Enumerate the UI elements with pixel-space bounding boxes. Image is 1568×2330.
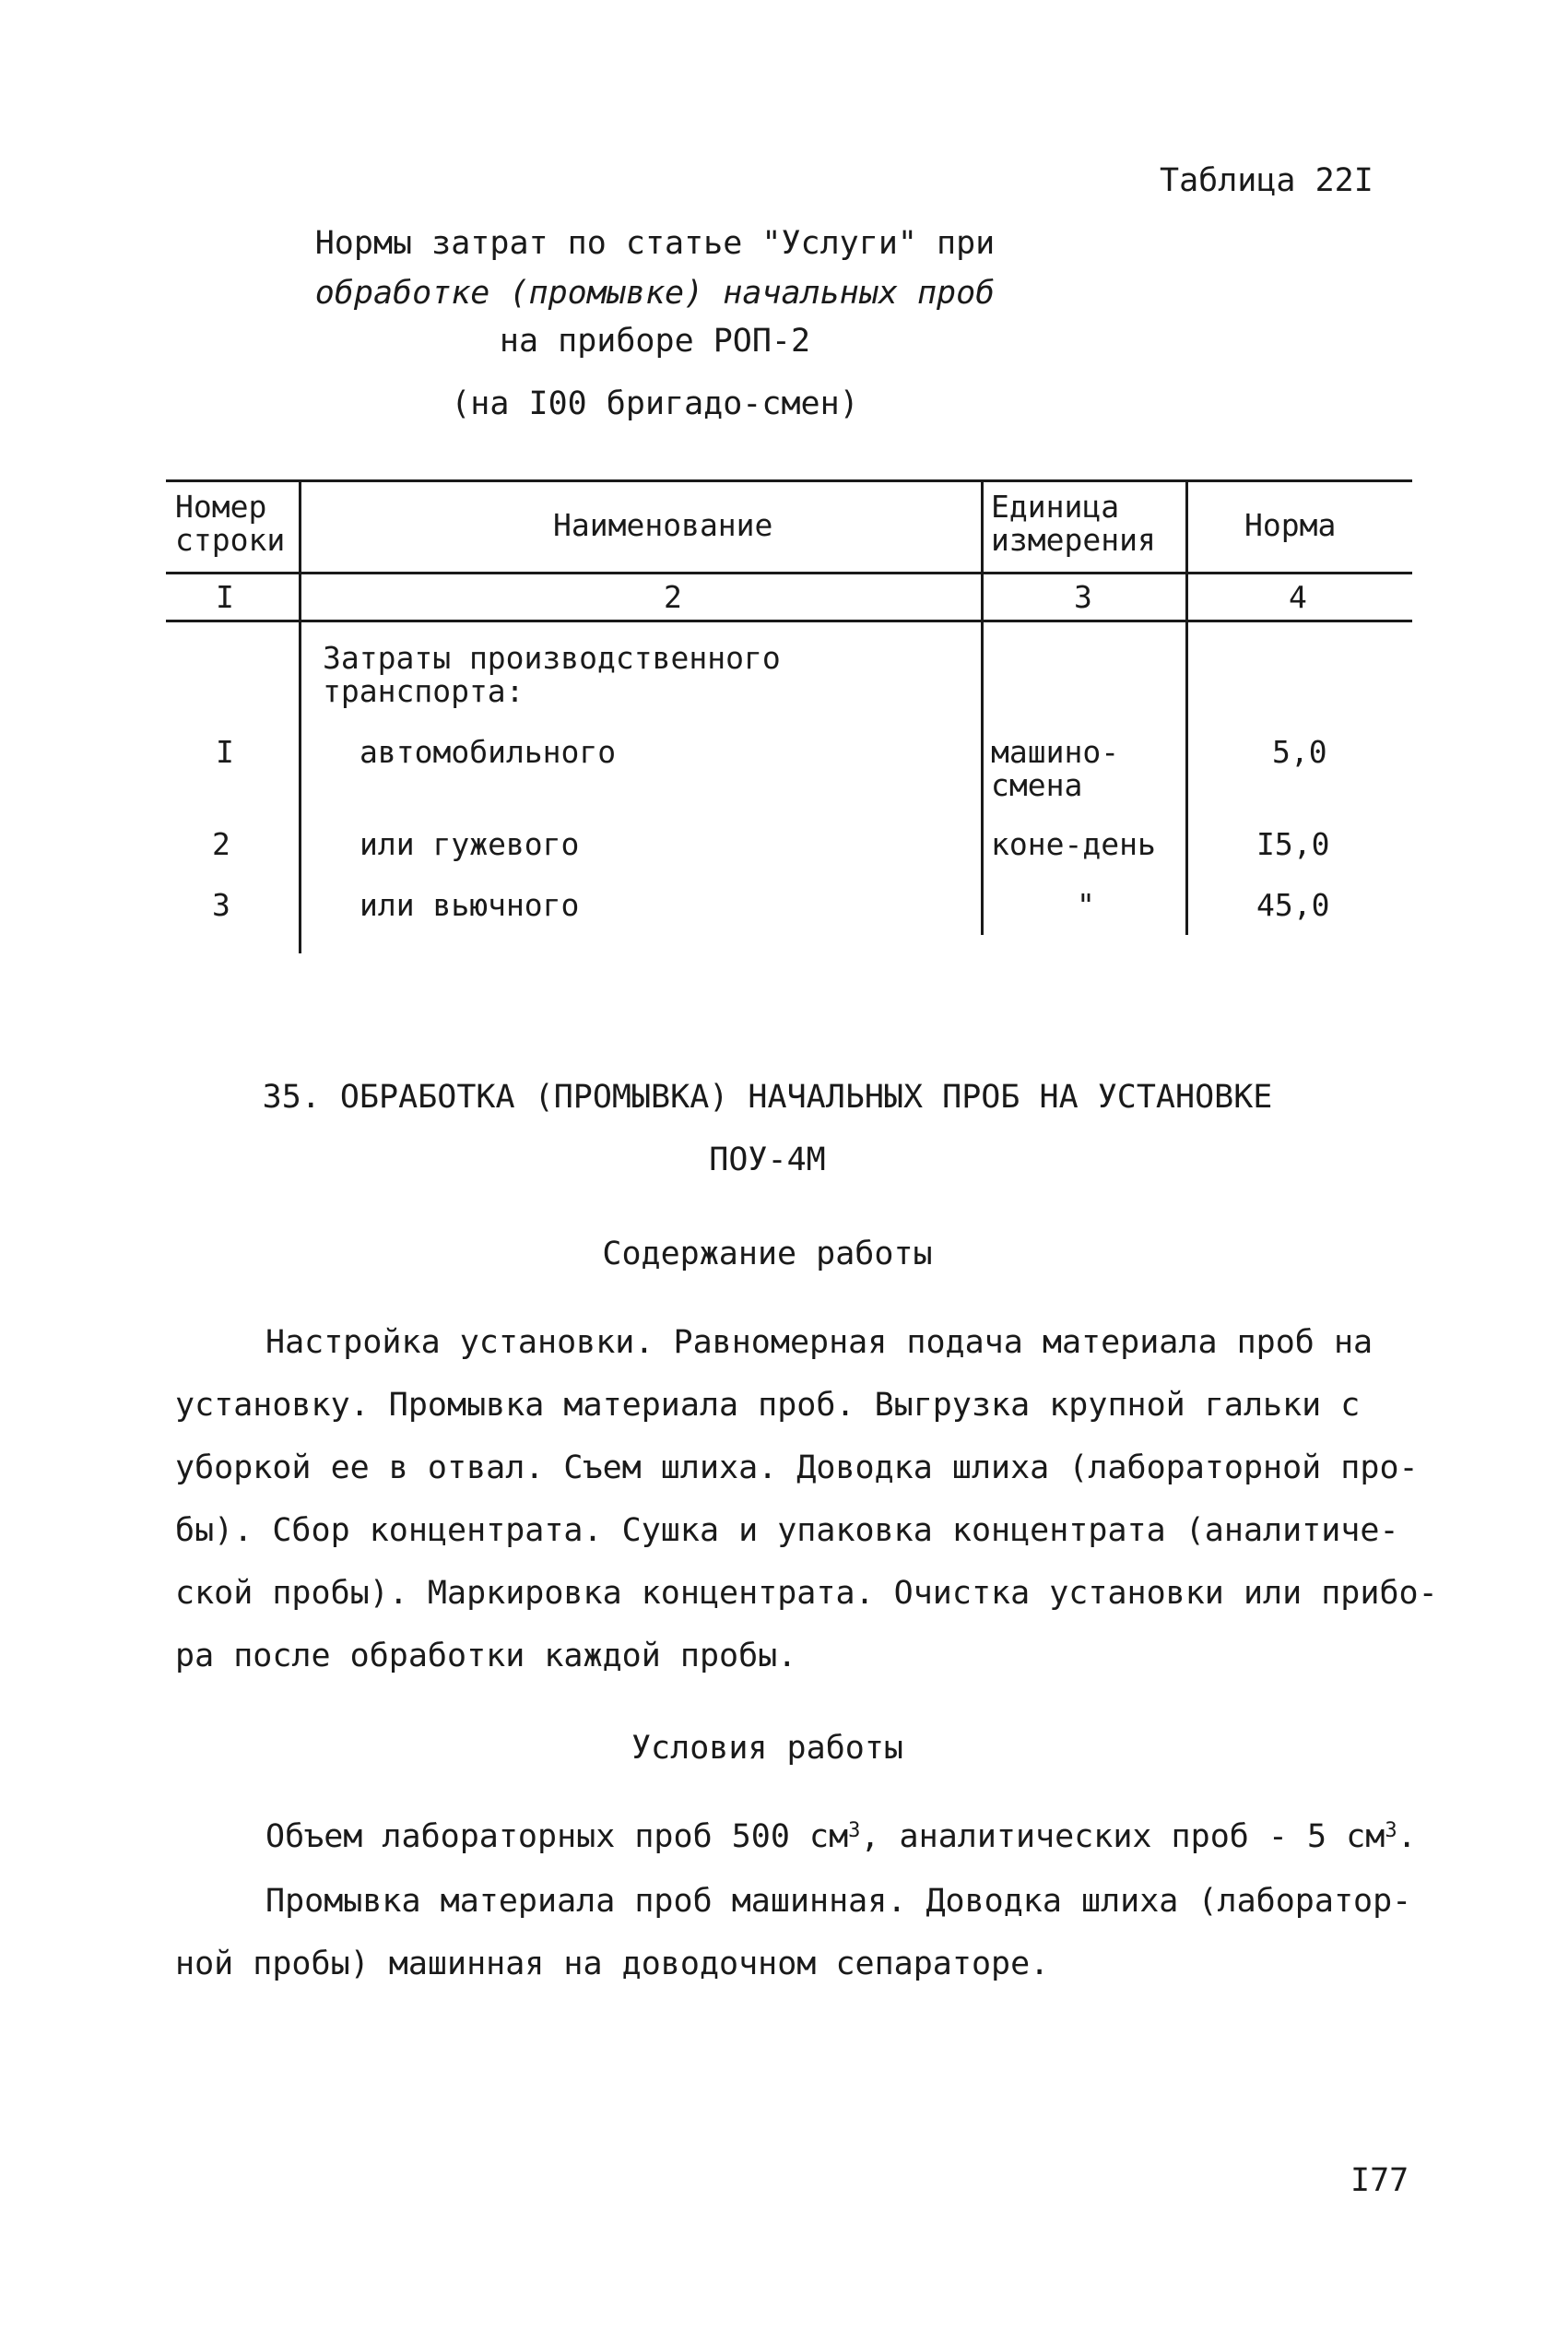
superscript-3: 3	[1385, 1819, 1397, 1842]
header-norm: Норма	[1244, 507, 1337, 543]
conditions-line-1-part-b: , аналитических проб - 5 см	[860, 1818, 1385, 1855]
col-number-3: 3	[1074, 579, 1092, 615]
row-2-norm: I5,0	[1256, 826, 1330, 862]
header-name: Наименование	[553, 507, 773, 543]
col-number-2: 2	[664, 579, 682, 615]
table-label: Таблица 22I	[1160, 162, 1373, 199]
page-number: I77	[1350, 2162, 1409, 2199]
row-3-name: или вьючного	[360, 887, 580, 923]
table-col-divider-3	[1185, 479, 1188, 935]
table-subtitle: (на I00 бригадо-смен)	[451, 385, 859, 422]
row-1-norm: 5,0	[1272, 734, 1327, 770]
norms-table	[166, 479, 1412, 953]
section-heading-line-1: 35. ОБРАБОТКА (ПРОМЫВКА) НАЧАЛЬНЫХ ПРОБ НА УСТАНОВКЕ	[262, 1079, 1273, 1116]
content-line-1: Настройка установки. Равномерная подача материала проб на	[265, 1324, 1373, 1361]
header-row-number-line-2: строки	[175, 522, 286, 558]
row-1-unit-line-2: смена	[991, 767, 1083, 803]
table-numbers-rule	[166, 620, 1412, 622]
col-number-1: I	[216, 579, 234, 615]
table-col-divider-1	[299, 479, 301, 953]
row-2-unit: коне-день	[991, 826, 1156, 862]
table-top-rule	[166, 479, 1412, 482]
row-2-number: 2	[212, 826, 230, 862]
table-title-line-3: на приборе РОП-2	[499, 323, 811, 360]
row-1-unit	[991, 736, 1119, 802]
table-title-line-2: обработке (промывке) начальных проб	[314, 275, 996, 312]
conditions-line-2: Промывка материала проб машинная. Доводка шлиха (лаборатор-	[265, 1883, 1412, 1920]
header-row-number	[175, 491, 285, 557]
table-col-divider-2	[981, 479, 984, 935]
header-row-number-line-1: Номер	[175, 489, 267, 525]
row-3-number: 3	[212, 887, 230, 923]
row-1-name: автомобильного	[360, 734, 617, 770]
row-3-norm: 45,0	[1256, 887, 1330, 923]
col-number-4: 4	[1289, 579, 1307, 615]
group-label-line-2: транспорта:	[323, 673, 525, 709]
row-1-number: I	[216, 734, 234, 770]
row-3-unit: "	[1077, 887, 1095, 923]
content-heading: Содержание работы	[602, 1236, 933, 1272]
conditions-heading: Условия работы	[631, 1730, 903, 1767]
content-line-2: установку. Промывка материала проб. Выгрузка крупной гальки с	[175, 1387, 1361, 1424]
header-unit	[991, 491, 1156, 557]
content-line-4: бы). Сбор концентрата. Сушка и упаковка концентрата (аналитиче-	[175, 1512, 1399, 1549]
table-title-line-1: Нормы затрат по статье "Услуги" при	[314, 225, 996, 262]
table-header-rule	[166, 572, 1412, 574]
header-unit-line-1: Единица	[991, 489, 1120, 525]
section-heading-line-2: ПОУ-4М	[709, 1141, 826, 1178]
content-line-5: ской пробы). Маркировка концентрата. Очистка установки или прибо-	[175, 1575, 1438, 1612]
group-label-line-1: Затраты производственного	[323, 640, 781, 676]
conditions-line-1-part-a: Объем лабораторных проб 500 см	[265, 1818, 849, 1855]
row-2-name: или гужевого	[360, 826, 580, 862]
content-line-6: ра после обработки каждой пробы.	[175, 1638, 797, 1674]
conditions-line-3: ной пробы) машинная на доводочном сепараторе.	[175, 1946, 1050, 1982]
row-1-unit-line-1: машино-	[991, 734, 1120, 770]
header-unit-line-2: измерения	[991, 522, 1156, 558]
superscript-3: 3	[848, 1819, 861, 1842]
group-label	[323, 642, 781, 708]
conditions-line-1-part-c: .	[1397, 1818, 1417, 1855]
conditions-line-1	[265, 1818, 1417, 1855]
content-line-3: уборкой ее в отвал. Съем шлиха. Доводка шлиха (лабораторной про-	[175, 1449, 1419, 1486]
